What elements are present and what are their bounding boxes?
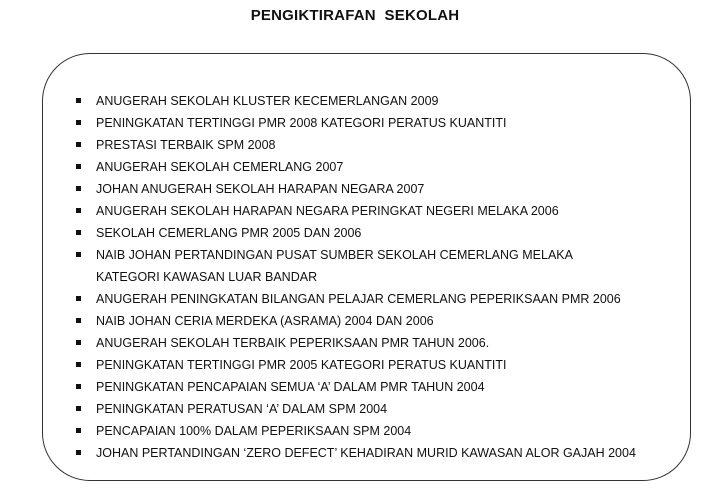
bullet-icon [76,252,81,257]
awards-list [76,90,686,464]
award-item [76,222,686,244]
bullet-icon [76,340,81,345]
bullet-icon [76,318,81,323]
award-text: PENINGKATAN TERTINGGI PMR 2005 KATEGORI PERATUS KUANTITI [96,358,507,372]
award-text: SEKOLAH CEMERLANG PMR 2005 DAN 2006 [96,226,362,240]
bullet-icon [76,428,81,433]
award-item [76,376,686,398]
award-text: PRESTASI TERBAIK SPM 2008 [96,138,276,152]
bullet-icon [76,208,81,213]
bullet-icon [76,296,81,301]
award-text: ANUGERAH SEKOLAH CEMERLANG 2007 [96,160,344,174]
award-text: ANUGERAH SEKOLAH HARAPAN NEGARA PERINGKAT NEGERI MELAKA 2006 [96,204,559,218]
award-item [76,156,686,178]
award-text: JOHAN ANUGERAH SEKOLAH HARAPAN NEGARA 2007 [96,182,425,196]
bullet-icon [76,98,81,103]
award-item [76,90,686,112]
award-text: PENINGKATAN PENCAPAIAN SEMUA ‘A’ DALAM PMR TAHUN 2004 [96,380,485,394]
award-item [76,354,686,376]
award-item [76,244,686,288]
bullet-icon [76,450,81,455]
bullet-icon [76,142,81,147]
page-title: PENGIKTIRAFAN SEKOLAH [250,7,460,24]
award-item [76,420,686,442]
bullet-icon [76,230,81,235]
award-item [76,398,686,420]
award-text: PENCAPAIAN 100% DALAM PEPERIKSAAN SPM 2004 [96,424,412,438]
award-item [76,200,686,222]
bullet-icon [76,384,81,389]
award-text: NAIB JOHAN PERTANDINGAN PUSAT SUMBER SEKOLAH CEMERLANG MELAKA [96,248,573,262]
award-text: PENINGKATAN TERTINGGI PMR 2008 KATEGORI PERATUS KUANTITI [96,116,507,130]
award-item [76,112,686,134]
bullet-icon [76,164,81,169]
bullet-icon [76,120,81,125]
award-text: ANUGERAH PENINGKATAN BILANGAN PELAJAR CEMERLANG PEPERIKSAAN PMR 2006 [96,292,621,306]
bullet-icon [76,186,81,191]
award-text: JOHAN PERTANDINGAN ‘ZERO DEFECT’ KEHADIRAN MURID KAWASAN ALOR GAJAH 2004 [96,446,636,460]
award-text: NAIB JOHAN CERIA MERDEKA (ASRAMA) 2004 DAN 2006 [96,314,434,328]
bullet-icon [76,362,81,367]
award-item [76,442,686,464]
bullet-icon [76,406,81,411]
award-item [76,134,686,156]
award-item [76,310,686,332]
award-text: ANUGERAH SEKOLAH KLUSTER KECEMERLANGAN 2009 [96,94,439,108]
award-item [76,332,686,354]
award-item [76,288,686,310]
award-text: KATEGORI KAWASAN LUAR BANDAR [96,270,318,284]
award-item [76,178,686,200]
award-text: ANUGERAH SEKOLAH TERBAIK PEPERIKSAAN PMR TAHUN 2006. [96,336,490,350]
award-text: PENINGKATAN PERATUSAN ‘A’ DALAM SPM 2004 [96,402,388,416]
